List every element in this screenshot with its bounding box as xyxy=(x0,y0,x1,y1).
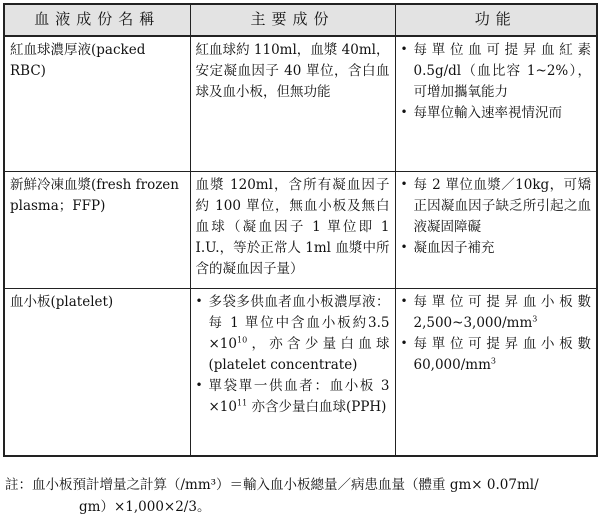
list-item: • 凝血因子補充 xyxy=(400,239,495,256)
cell-composition: 紅血球約 110ml，血漿 40ml，安定凝血因子 40 單位，含白血球及血小板，但無功能 xyxy=(190,36,395,172)
list-item: • 每 2 單位血漿／10kg，可矯正因凝血因子缺乏所引起之血液凝固障礙 xyxy=(400,177,591,235)
bullet-icon: • xyxy=(400,239,408,254)
footnote xyxy=(5,475,593,518)
cell-composition: 血漿 120ml，含所有凝血因子約 100 單位，無血小板及無白血球（凝血因子 1 單位即 1 I.U.，等於正常人 1ml 血漿中所含的凝血因子量） xyxy=(190,172,395,289)
cell-functions xyxy=(395,289,597,457)
cell-component-name: 新鮮冷凍血漿(fresh frozen plasma；FFP) xyxy=(4,172,190,289)
table-row xyxy=(4,289,597,457)
list-item: • 多袋多供血者血小板濃厚液：每 1 單位中含血小板約$3.5 \times 10^{10}$，亦含少量白血球(platelet concentrate) xyxy=(195,294,390,373)
table-row xyxy=(4,172,597,289)
table-header-row xyxy=(4,4,597,36)
list-item: • 每單位可提昇血小板數 $2,500\sim 3,000/mm^3$ xyxy=(400,294,591,331)
function-list xyxy=(401,40,592,124)
table-row xyxy=(4,36,597,172)
function-list xyxy=(401,292,592,376)
list-item: • 每單位輸入速率視情況而 xyxy=(400,104,562,121)
bullet-icon: • xyxy=(400,335,408,350)
bullet-icon: • xyxy=(400,42,408,56)
composition-list xyxy=(196,292,390,418)
footnote-line-1: 註：血小板預計增量之計算（/mm³）＝輸入血小板總量／病患血量（體重 gm× 0.07ml/ xyxy=(5,477,539,493)
list-item: • 單袋單一供血者：血小板 $3 \times 10^{11}$ 亦含少量白血球(PPH) xyxy=(195,377,390,415)
header-function: 功能 xyxy=(395,4,597,36)
bullet-icon: • xyxy=(400,104,408,119)
cell-component-name: 紅血球濃厚液(packed RBC) xyxy=(4,36,190,172)
bullet-icon: • xyxy=(195,294,203,308)
cell-composition xyxy=(190,289,395,457)
cell-functions xyxy=(395,172,597,289)
bullet-icon: • xyxy=(195,377,203,392)
footnote-line-2: gm）×1,000×2/3。 xyxy=(79,498,211,515)
list-item: • 每單位可提昇血小板數 $60,000/mm^3$ xyxy=(400,335,591,373)
blood-components-table xyxy=(3,3,598,457)
cell-component-name: 血小板(platelet) xyxy=(4,289,190,457)
header-component-name: 血液成份名稱 xyxy=(4,4,190,36)
cell-functions xyxy=(395,36,597,172)
bullet-icon: • xyxy=(400,294,408,308)
header-composition: 主要成份 xyxy=(190,4,395,36)
list-item: • 每單位血可提昇血紅素 0.5g/dl（血比容 1~2%），可增加攜氧能力 xyxy=(400,42,591,100)
function-list xyxy=(401,175,592,259)
bullet-icon: • xyxy=(400,177,408,191)
